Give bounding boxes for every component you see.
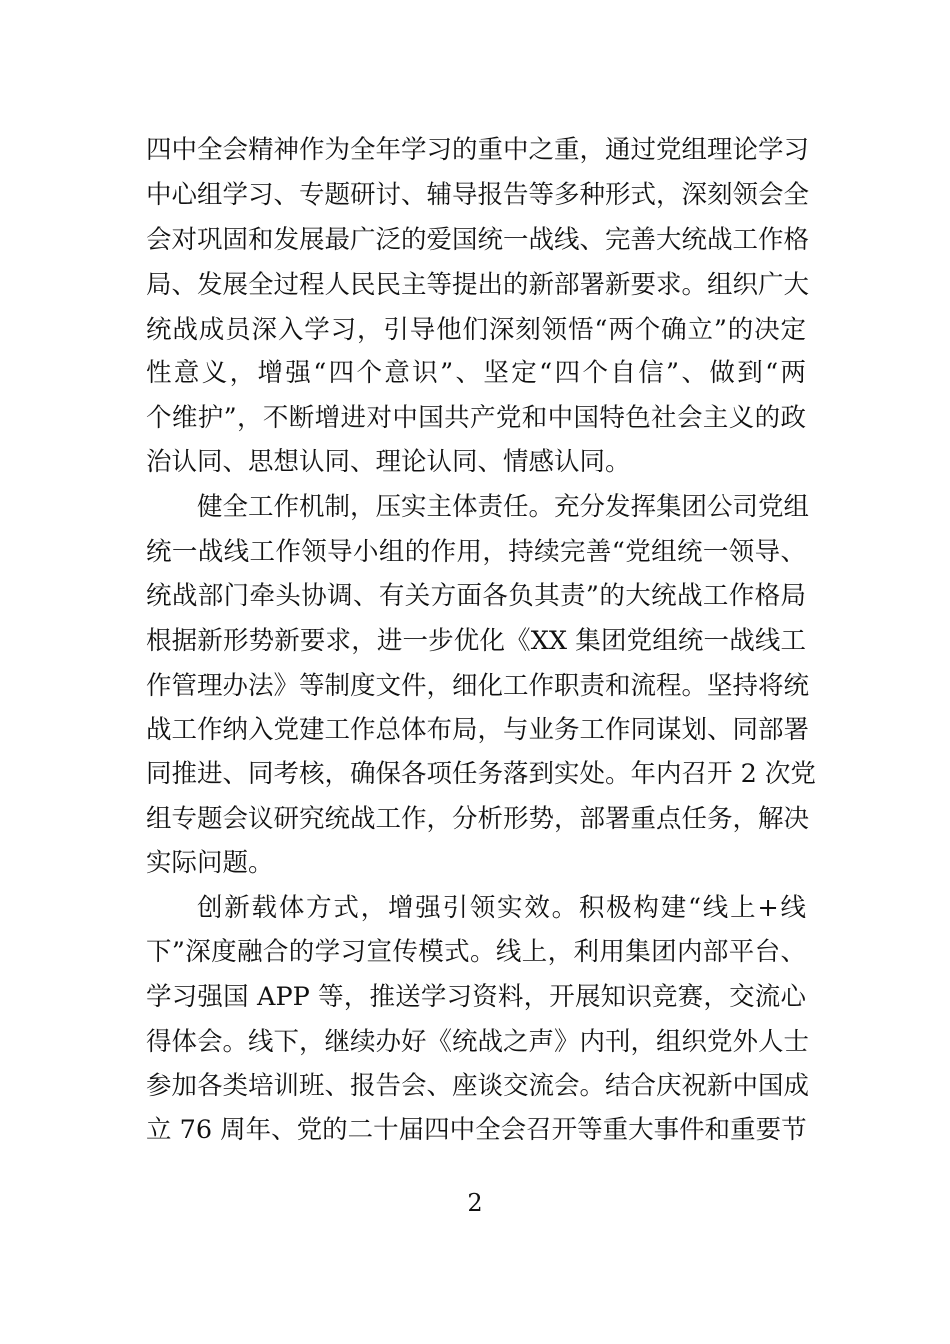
- text-line: 组专题会议研究统战工作，分析形势，部署重点任务，解决: [146, 804, 810, 834]
- text-line: 中心组学习、专题研讨、辅导报告等多种形式，深刻领会全: [146, 180, 810, 210]
- text-line: 参加各类培训班、报告会、座谈交流会。结合庆祝新中国成: [146, 1071, 810, 1101]
- text-line: 性意义，增强“四个意识”、坚定“四个自信”、做到“两: [146, 358, 806, 388]
- paragraph-first-line: 健全工作机制，压实主体责任。充分发挥集团公司党组: [197, 492, 810, 522]
- text-line: 得体会。线下，继续办好《统战之声》内刊，组织党外人士: [146, 1027, 810, 1057]
- page-number: 2: [467, 1189, 483, 1217]
- text-line: 下”深度融合的学习宣传模式。线上，利用集团内部平台、: [146, 937, 806, 967]
- text-line: 治认同、思想认同、理论认同、情感认同。: [146, 447, 631, 477]
- paragraph-first-line: 创新载体方式，增强引领实效。积极构建“线上+线: [197, 893, 806, 923]
- text-line: 实际问题。: [146, 848, 274, 878]
- text-line: 个维护”，不断增进对中国共产党和中国特色社会主义的政: [146, 403, 806, 433]
- text-line: 四中全会精神作为全年学习的重中之重，通过党组理论学习: [146, 135, 810, 165]
- text-line: 统一战线工作领导小组的作用，持续完善“党组统一领导、: [146, 537, 806, 567]
- text-line: 学习强国 APP 等，推送学习资料，开展知识竞赛，交流心: [146, 982, 806, 1012]
- text-line: 作管理办法》等制度文件，细化工作职责和流程。坚持将统: [146, 671, 810, 701]
- text-line: 立 76 周年、党的二十届四中全会召开等重大事件和重要节: [146, 1115, 807, 1145]
- text-line: 同推进、同考核，确保各项任务落到实处。年内召开 2 次党: [146, 759, 816, 789]
- text-line: 局、发展全过程人民民主等提出的新部署新要求。组织广大: [146, 270, 810, 300]
- text-line: 会对巩固和发展最广泛的爱国统一战线、完善大统战工作格: [146, 225, 810, 255]
- text-line: 战工作纳入党建工作总体布局，与业务工作同谋划、同部署: [146, 715, 810, 745]
- text-line: 根据新形势新要求，进一步优化《XX 集团党组统一战线工: [146, 626, 806, 656]
- text-line: 统战部门牵头协调、有关方面各负其责”的大统战工作格局: [146, 581, 806, 611]
- text-line: 统战成员深入学习，引导他们深刻领悟“两个确立”的决定: [146, 315, 806, 345]
